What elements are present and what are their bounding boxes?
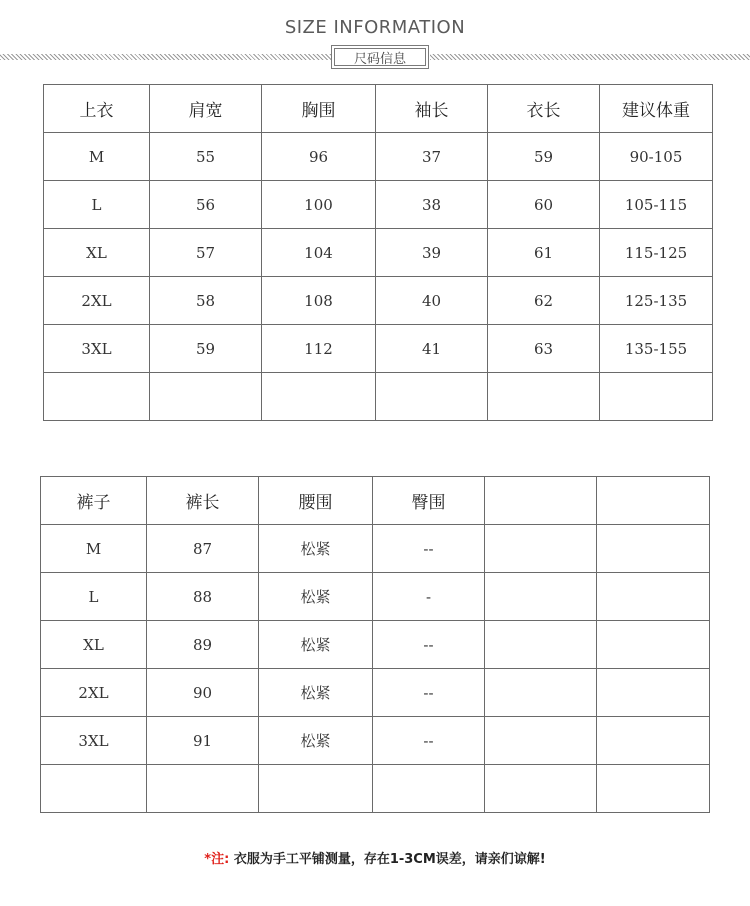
table-cell: 56 (150, 181, 262, 229)
table-cell: 63 (488, 325, 600, 373)
table-cell: 125-135 (600, 277, 713, 325)
table-cell: XL (44, 229, 150, 277)
decorative-line-left (0, 54, 332, 60)
header-cell: 衣长 (488, 85, 600, 133)
table-cell (485, 525, 597, 573)
table-cell: 2XL (41, 669, 147, 717)
page-title: SIZE INFORMATION (284, 17, 466, 38)
table-cell: 135-155 (600, 325, 713, 373)
table-cell: 115-125 (600, 229, 713, 277)
table-cell: 89 (147, 621, 259, 669)
table-cell: 2XL (44, 277, 150, 325)
note-text: 衣服为手工平铺测量，存在1-3CM误差，请亲们谅解! (233, 852, 546, 867)
table-cell: XL (41, 621, 147, 669)
table-cell: 38 (376, 181, 488, 229)
table-cell (44, 373, 150, 421)
table-cell: 41 (376, 325, 488, 373)
table-cell (485, 621, 597, 669)
table-cell: 112 (262, 325, 376, 373)
table-cell (488, 373, 600, 421)
header-cell: 上衣 (44, 85, 150, 133)
header-cell: 裤长 (147, 477, 259, 525)
table-cell: 108 (262, 277, 376, 325)
table-cell: -- (373, 525, 485, 573)
table-row-empty (44, 373, 713, 421)
table-row-empty (41, 765, 710, 813)
table-cell: 60 (488, 181, 600, 229)
header-cell: 肩宽 (150, 85, 262, 133)
table-cell (485, 573, 597, 621)
table-row (41, 525, 710, 573)
subtitle: 尺码信息 (334, 48, 426, 66)
table-cell (41, 765, 147, 813)
table-cell (262, 373, 376, 421)
table-cell: -- (373, 717, 485, 765)
bottom-size-table (40, 476, 710, 813)
top-size-table (43, 84, 713, 421)
table-header-row (44, 85, 713, 133)
table-cell: 松紧 (259, 669, 373, 717)
table-cell (259, 765, 373, 813)
table-cell: 37 (376, 133, 488, 181)
table-cell: 松紧 (259, 717, 373, 765)
table-cell: 3XL (44, 325, 150, 373)
table-cell: M (44, 133, 150, 181)
table-cell: 87 (147, 525, 259, 573)
table-cell: -- (373, 621, 485, 669)
table-row (44, 181, 713, 229)
table-row (41, 573, 710, 621)
table-cell: - (373, 573, 485, 621)
table-cell (597, 621, 710, 669)
header-cell: 胸围 (262, 85, 376, 133)
table-cell (597, 669, 710, 717)
header-cell: 裤子 (41, 477, 147, 525)
table-cell: 40 (376, 277, 488, 325)
table-cell (376, 373, 488, 421)
table-cell: 59 (488, 133, 600, 181)
table-cell: 96 (262, 133, 376, 181)
table-cell (147, 765, 259, 813)
table-cell: 62 (488, 277, 600, 325)
table-cell: 104 (262, 229, 376, 277)
note-label: *注: (204, 852, 230, 867)
table-cell: 100 (262, 181, 376, 229)
table-row (44, 133, 713, 181)
table-row (44, 277, 713, 325)
table-cell: 61 (488, 229, 600, 277)
table-row (41, 717, 710, 765)
table-cell: L (44, 181, 150, 229)
table-cell: 39 (376, 229, 488, 277)
table-cell: 91 (147, 717, 259, 765)
table-cell (485, 765, 597, 813)
table-cell (597, 717, 710, 765)
table-row (41, 621, 710, 669)
subtitle-frame (331, 45, 429, 69)
table-cell: 松紧 (259, 621, 373, 669)
header-cell: 腰围 (259, 477, 373, 525)
table-cell: 58 (150, 277, 262, 325)
table-cell: 90 (147, 669, 259, 717)
table-cell (597, 525, 710, 573)
table-cell: 88 (147, 573, 259, 621)
table-cell (485, 669, 597, 717)
table-cell: 57 (150, 229, 262, 277)
table-cell: 松紧 (259, 525, 373, 573)
table-row (41, 669, 710, 717)
header-cell: 袖长 (376, 85, 488, 133)
table-cell: -- (373, 669, 485, 717)
table-cell (150, 373, 262, 421)
table-cell: L (41, 573, 147, 621)
decorative-line-right (430, 54, 750, 60)
table-row (44, 229, 713, 277)
header-cell (597, 477, 710, 525)
header-cell: 臀围 (373, 477, 485, 525)
table-cell (600, 373, 713, 421)
table-cell: 松紧 (259, 573, 373, 621)
table-cell: 3XL (41, 717, 147, 765)
table-cell (373, 765, 485, 813)
header-cell (485, 477, 597, 525)
table-cell: 59 (150, 325, 262, 373)
table-cell (597, 573, 710, 621)
table-cell (597, 765, 710, 813)
table-cell: 90-105 (600, 133, 713, 181)
measurement-note (0, 848, 750, 867)
header-cell: 建议体重 (600, 85, 713, 133)
table-header-row (41, 477, 710, 525)
table-cell (485, 717, 597, 765)
table-cell: M (41, 525, 147, 573)
table-cell: 105-115 (600, 181, 713, 229)
table-cell: 55 (150, 133, 262, 181)
table-row (44, 325, 713, 373)
